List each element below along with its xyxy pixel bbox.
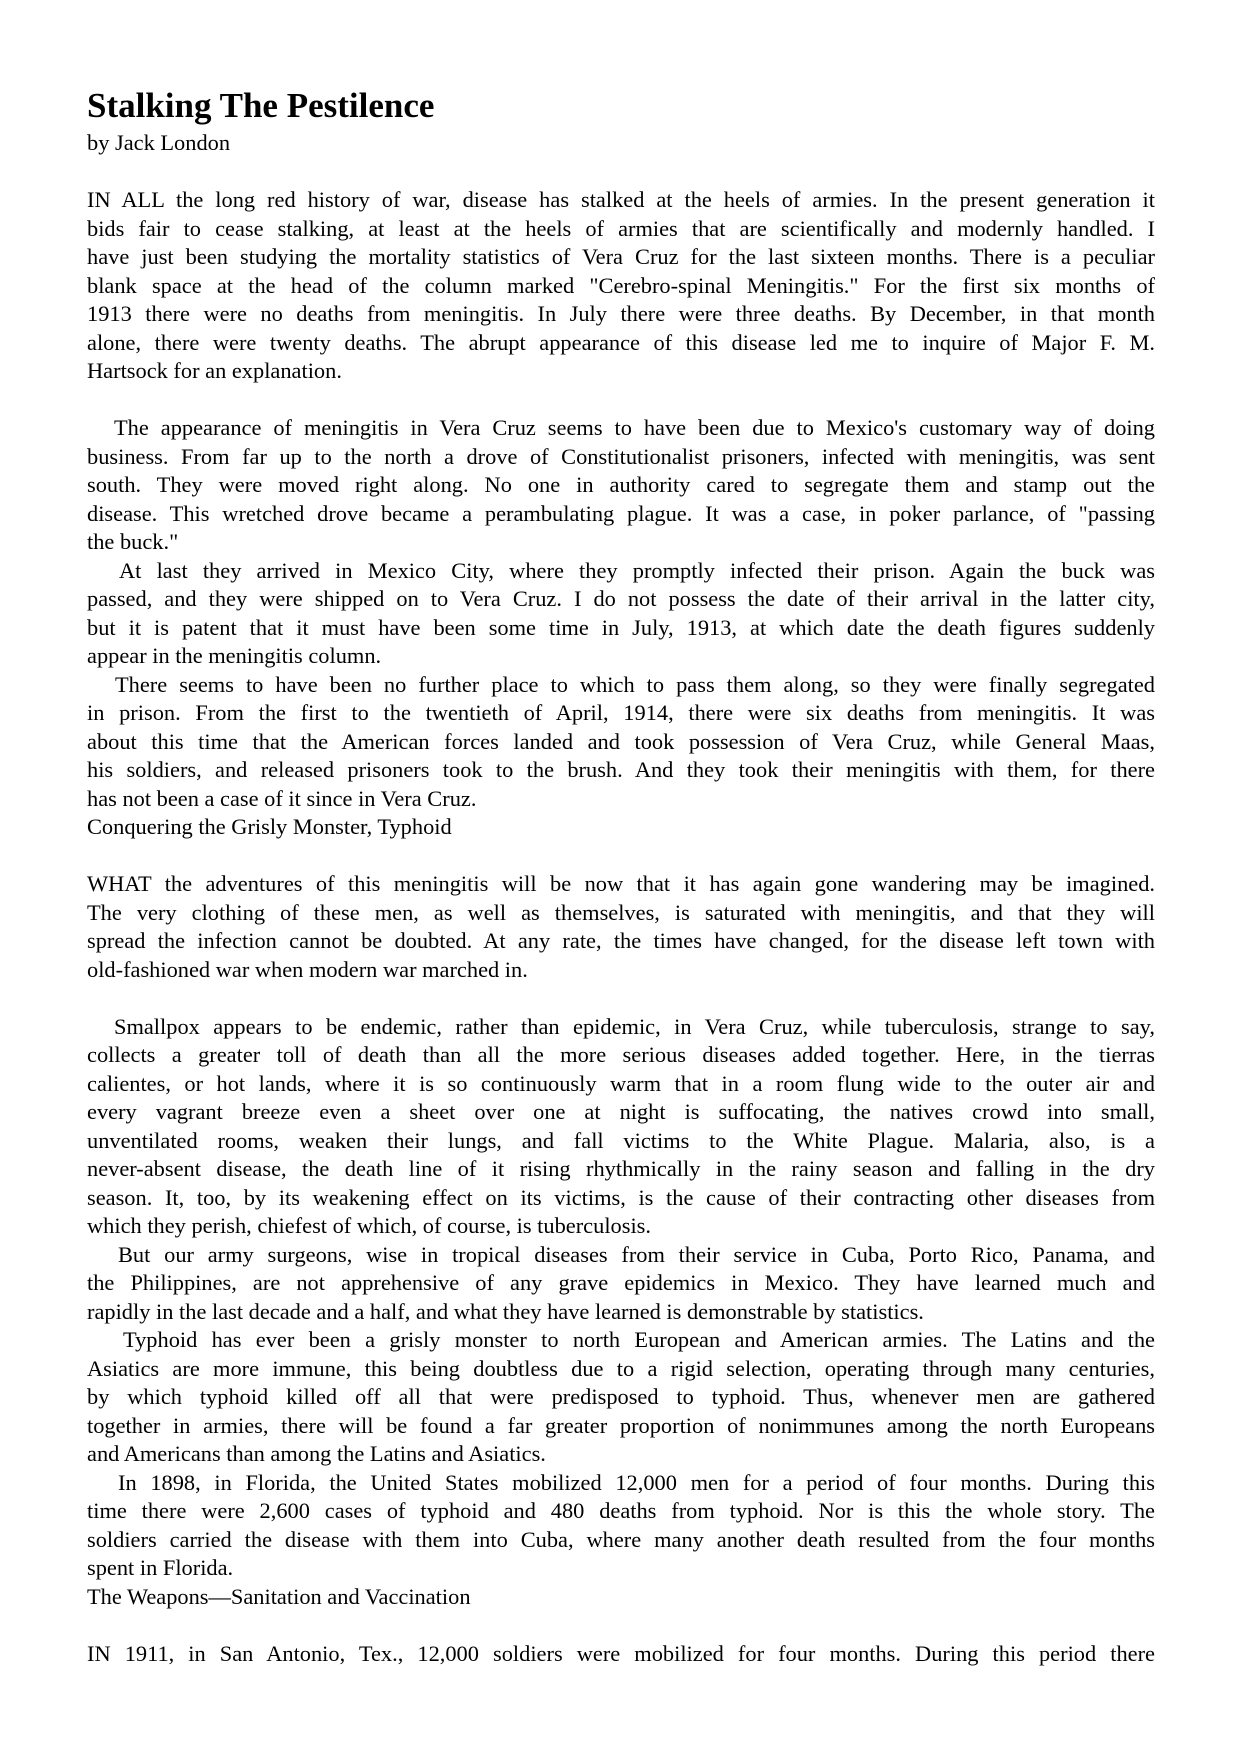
text-line: old-fashioned war when modern war marched in. [87, 956, 528, 982]
paragraph [87, 1013, 1155, 1241]
byline: by Jack London [87, 130, 231, 155]
blank-line [87, 1611, 1155, 1640]
text-line: There seems to have been no further place to which to pass them along, so they were finally segregated [115, 671, 1155, 697]
text-line: unventilated rooms, weaken their lungs, and fall victims to the White Plague. Malaria, also, is a [87, 1127, 1155, 1153]
paragraph [87, 870, 1155, 984]
text-line: spread the infection cannot be doubted. At any rate, the times have changed, for the disease left town with [87, 928, 1155, 953]
text-line: together in armies, there will be found a far greater proportion of nonimmunes among the north Europeans [87, 1412, 1155, 1438]
blank-line [87, 842, 1155, 871]
text-line: At last they arrived in Mexico City, where they promptly infected their prison. Again the buck was [119, 557, 1155, 583]
text-line: collects a greater toll of death than all the more serious diseases added together. Here, in the tierras [87, 1042, 1155, 1067]
paragraph [87, 1241, 1155, 1327]
text-line: WHAT the adventures of this meningitis will be now that it has again gone wandering may be imagined. [87, 871, 1155, 896]
text-line: blank space at the head of the column marked "Cerebro-spinal Meningitis." For the first six months of [87, 272, 1155, 298]
blank-line [87, 386, 1155, 415]
text-line: Typhoid has ever been a grisly monster to north European and American armies. The Latins and the [123, 1327, 1155, 1352]
text-line: But our army surgeons, wise in tropical diseases from their service in Cuba, Porto Rico, Panama, and [118, 1241, 1155, 1267]
paragraph [87, 414, 1155, 557]
section-heading: Conquering the Grisly Monster, Typhoid [87, 814, 452, 839]
text-line: IN 1911, in San Antonio, Tex., 12,000 soldiers were mobilized for four months. During this period there [87, 1640, 1155, 1666]
text-line: passed, and they were shipped on to Vera Cruz. I do not possess the date of their arrival in the latter city, [87, 586, 1155, 611]
text-line: IN ALL the long red history of war, disease has stalked at the heels of armies. In the present generation it [87, 187, 1155, 212]
document-title: Stalking The Pestilence [87, 86, 435, 125]
text-line: south. They were moved right along. No one in authority cared to segregate them and stamp out the [87, 472, 1155, 497]
text-line: calientes, or hot lands, where it is so continuously warm that in a room flung wide to the outer air and [87, 1070, 1155, 1096]
text-line: in prison. From the first to the twentieth of April, 1914, there were six deaths from meningitis. It was [87, 700, 1155, 725]
text-line: time there were 2,600 cases of typhoid and 480 deaths from typhoid. Nor is this the whole story. The [87, 1498, 1155, 1523]
text-line: about this time that the American forces landed and took possession of Vera Cruz, while General Maas, [87, 728, 1155, 754]
text-line: but it is patent that it must have been some time in July, 1913, at which date the death figures suddenly [87, 614, 1155, 640]
text-line: season. It, too, by its weakening effect on its victims, is the cause of their contracting other diseases from [87, 1184, 1155, 1210]
blank-line [87, 158, 1155, 187]
text-line: bids fair to cease stalking, at least at the heels of armies that are scientifically and modernly handled. I [87, 215, 1155, 241]
text-line: the buck." [87, 529, 179, 554]
paragraph [87, 1326, 1155, 1469]
text-line: the Philippines, are not apprehensive of any grave epidemics in Mexico. They have learned much and [87, 1270, 1155, 1295]
text-line: In 1898, in Florida, the United States mobilized 12,000 men for a period of four months. During this [118, 1469, 1155, 1495]
document-body [87, 129, 1155, 1668]
text-line: every vagrant breeze even a sheet over one at night is suffocating, the natives crowd into small, [87, 1099, 1155, 1124]
text-line: his soldiers, and released prisoners took to the brush. And they took their meningitis with them, for there [87, 757, 1155, 782]
text-line: by which typhoid killed off all that were predisposed to typhoid. Thus, whenever men are gathered [87, 1384, 1155, 1409]
paragraph [87, 671, 1155, 814]
paragraph [87, 186, 1155, 386]
paragraph [87, 1640, 1155, 1669]
text-line: Asiatics are more immune, this being doubtless due to a rigid selection, operating through many centuries, [87, 1355, 1155, 1381]
text-line: soldiers carried the disease with them into Cuba, where many another death resulted from the four months [87, 1526, 1155, 1552]
text-line: appear in the meningitis column. [87, 643, 382, 668]
text-line: disease. This wretched drove became a perambulating plague. It was a case, in poker parlance, of "passing [87, 500, 1155, 526]
text-line: and Americans than among the Latins and Asiatics. [87, 1441, 546, 1466]
text-line: have just been studying the mortality statistics of Vera Cruz for the last sixteen months. There is a peculiar [87, 244, 1155, 269]
paragraph [87, 1469, 1155, 1583]
text-line: The very clothing of these men, as well as themselves, is saturated with meningitis, and that they will [87, 899, 1155, 925]
text-line: spent in Florida. [87, 1555, 234, 1580]
paragraph [87, 557, 1155, 671]
text-line: Hartsock for an explanation. [87, 358, 342, 383]
text-line: The appearance of meningitis in Vera Cruz seems to have been due to Mexico's customary way of doing [114, 415, 1155, 440]
text-line: business. From far up to the north a drove of Constitutionalist prisoners, infected with meningitis, was sent [87, 443, 1155, 469]
text-line: never-absent disease, the death line of it rising rhythmically in the rainy season and falling in the dry [87, 1156, 1155, 1181]
text-line: rapidly in the last decade and a half, and what they have learned is demonstrable by statistics. [87, 1298, 924, 1324]
blank-line [87, 984, 1155, 1013]
text-line: 1913 there were no deaths from meningitis. In July there were three deaths. By December, in that month [87, 301, 1155, 326]
text-line: alone, there were twenty deaths. The abrupt appearance of this disease led me to inquire of Major F. M. [87, 329, 1155, 355]
text-line: has not been a case of it since in Vera Cruz. [87, 785, 477, 811]
text-line: which they perish, chiefest of which, of course, is tuberculosis. [87, 1213, 651, 1238]
section-heading: The Weapons—Sanitation and Vaccination [87, 1583, 471, 1609]
text-line: Smallpox appears to be endemic, rather than epidemic, in Vera Cruz, while tuberculosis, strange to say, [114, 1013, 1155, 1039]
